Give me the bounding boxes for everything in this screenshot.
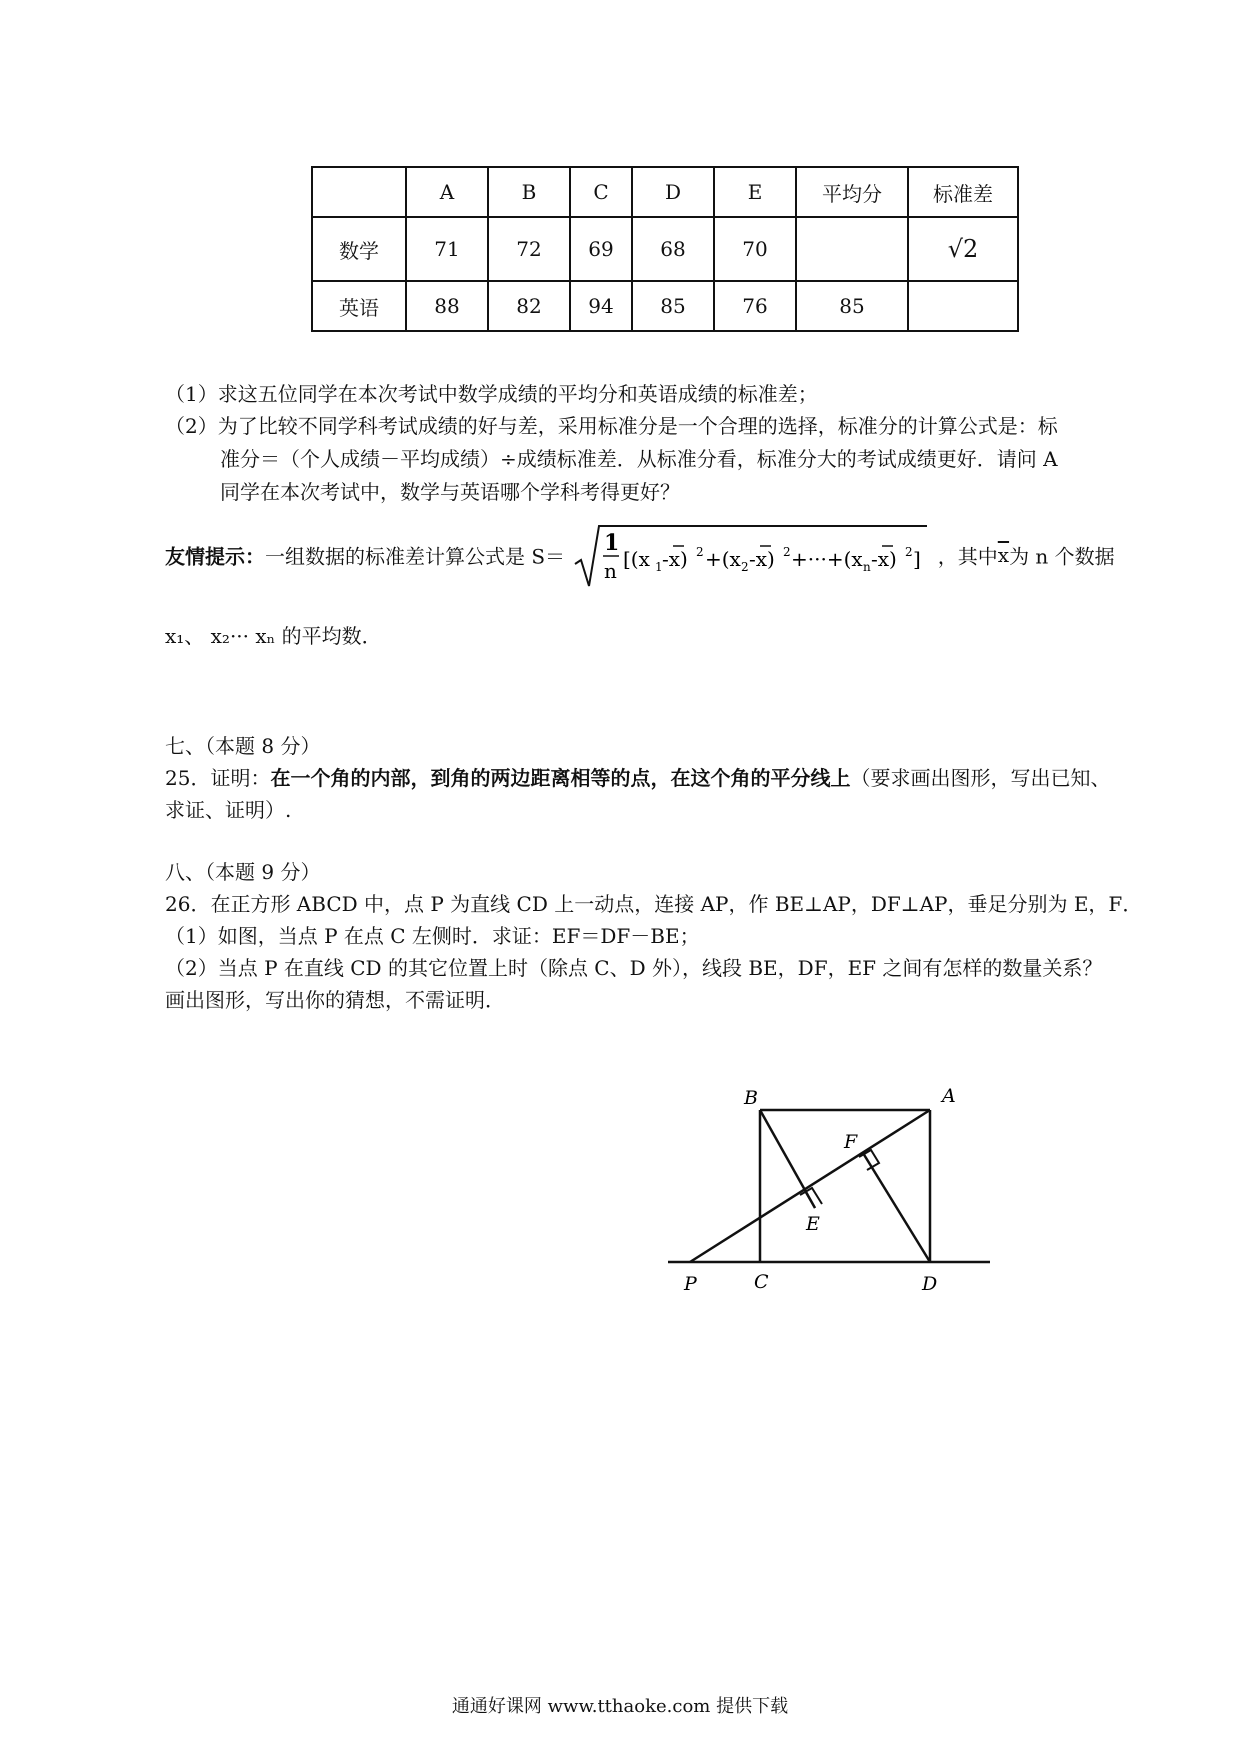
label-p: P (684, 1273, 697, 1295)
score-cell: 70 (714, 217, 796, 281)
q24-part2-line1: （2）为了比较不同学科考试成绩的好与差，采用标准分是一个合理的选择，标准分的计算公式是：标 (165, 414, 1058, 438)
label-a: A (942, 1085, 956, 1107)
score-cell: 72 (488, 217, 570, 281)
label-e: E (806, 1213, 820, 1235)
subject-cell: 英语 (312, 281, 406, 331)
table-header-row (312, 167, 1018, 217)
table-row (312, 281, 1018, 331)
score-cell: 82 (488, 281, 570, 331)
hint-line2: x₁、 x₂··· xₙ 的平均数． (165, 624, 382, 648)
score-cell: 88 (406, 281, 488, 331)
svg-text:-x): -x) (662, 547, 689, 571)
footer-text: 通通好课网 www.tthaoke.com 提供下载 (451, 1696, 789, 1717)
square-figure (660, 1080, 1000, 1300)
label-f: F (844, 1131, 858, 1153)
score-table (311, 166, 1019, 332)
svg-text:2: 2 (905, 545, 914, 559)
score-cell: 68 (632, 217, 714, 281)
hint-line (165, 520, 1115, 590)
svg-text:n: n (604, 559, 618, 583)
header-cell: E (714, 167, 796, 217)
header-cell: C (570, 167, 632, 217)
score-cell: 76 (714, 281, 796, 331)
label-d: D (922, 1273, 938, 1295)
q26-line1: 26．在正方形 ABCD 中，点 P 为直线 CD 上一动点，连接 AP，作 BE⊥AP，DF⊥AP，垂足分别为 E，F． (165, 892, 1143, 916)
hint-text-before: 一组数据的标准差计算公式是 S＝ (265, 544, 566, 569)
label-c: C (754, 1271, 769, 1293)
hint-text-end: 为 n 个数据 (1009, 544, 1115, 569)
table-row (312, 217, 1018, 281)
std-formula (571, 520, 931, 590)
q25-suffix: （要求画出图形，写出已知、 (850, 766, 1111, 790)
svg-text:2: 2 (741, 560, 750, 574)
svg-text:-x): -x) (749, 547, 776, 571)
svg-text:1: 1 (604, 530, 620, 556)
q24-part2-line3: 同学在本次考试中，数学与英语哪个学科考得更好？ (220, 480, 680, 504)
header-cell: 标准差 (908, 167, 1018, 217)
label-b: B (744, 1087, 758, 1109)
svg-text:-x): -x) (871, 547, 898, 571)
header-cell: A (406, 167, 488, 217)
svg-text:+···+(x: +···+(x (791, 547, 864, 571)
section8-title: 八、（本题 9 分） (165, 860, 321, 884)
hint-text-after: ，其中 (937, 544, 998, 569)
mean-cell: 85 (796, 281, 908, 331)
score-cell: 85 (632, 281, 714, 331)
subject-cell: 数学 (312, 217, 406, 281)
svg-text:2: 2 (696, 545, 705, 559)
q26-line2: （1）如图，当点 P 在点 C 左侧时．求证：EF＝DF－BE； (165, 924, 700, 948)
svg-text:[(x: [(x (623, 547, 651, 571)
segment-df (863, 1153, 930, 1262)
svg-text:]: ] (913, 547, 922, 571)
q25-prefix: 25．证明： (165, 766, 271, 790)
svg-text:1: 1 (655, 560, 664, 574)
q25-theorem: 在一个角的内部，到角的两边距离相等的点，在这个角的平分线上 (270, 766, 851, 790)
std-cell: √2 (908, 217, 1018, 281)
svg-text:2: 2 (783, 545, 792, 559)
segment-ap (690, 1110, 930, 1262)
header-cell (312, 167, 406, 217)
header-cell: D (632, 167, 714, 217)
score-cell: 71 (406, 217, 488, 281)
hint-label: 友情提示： (165, 544, 265, 569)
q26-line3: （2）当点 P 在直线 CD 的其它位置上时（除点 C、D 外），线段 BE，DF，EF 之间有怎样的数量关系？ (165, 956, 1103, 980)
section7-title: 七、（本题 8 分） (165, 734, 321, 758)
mean-cell (796, 217, 908, 281)
header-cell: 平均分 (796, 167, 908, 217)
score-cell: 94 (570, 281, 632, 331)
std-cell (908, 281, 1018, 331)
q24-part1: （1）求这五位同学在本次考试中数学成绩的平均分和英语成绩的标准差； (165, 382, 818, 406)
q25-line1 (165, 762, 1110, 794)
score-cell: 69 (570, 217, 632, 281)
header-cell: B (488, 167, 570, 217)
q25-line2: 求证、证明）. (165, 798, 292, 822)
hint-xbar: $\overline{x}$ (997, 543, 1010, 567)
svg-text:n: n (863, 560, 872, 574)
q24-part2-line2: 准分＝（个人成绩－平均成绩）÷成绩标准差．从标准分看，标准分大的考试成绩更好．请问 A (220, 447, 1058, 471)
q26-line4: 画出图形，写出你的猜想，不需证明． (165, 988, 505, 1012)
svg-text:+(x: +(x (705, 547, 742, 571)
